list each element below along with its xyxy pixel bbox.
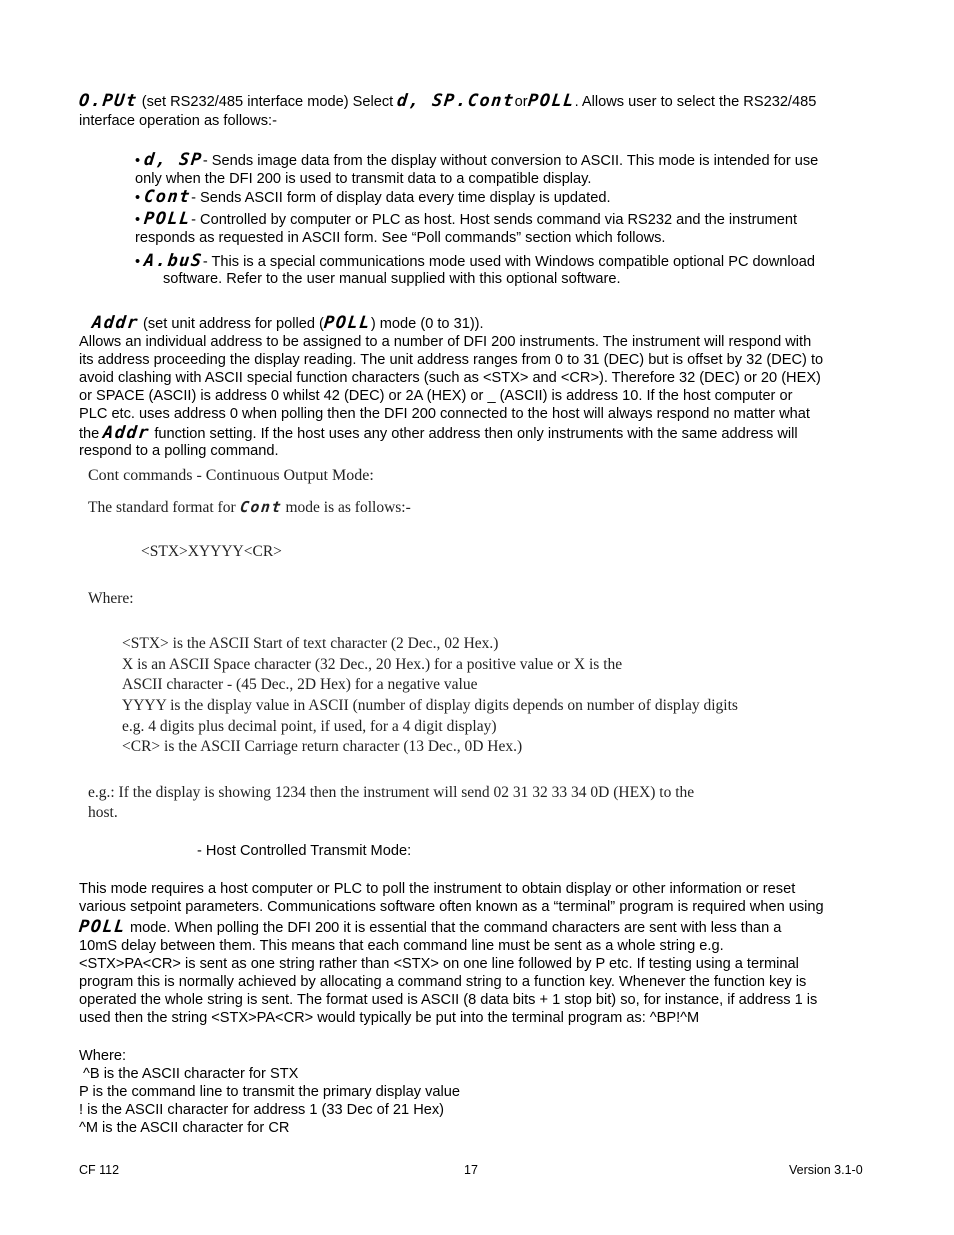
- footer-doc-id: CF 112: [79, 1163, 120, 1177]
- cont-def-2: X is an ASCII Space character (32 Dec., 20 Hex.) for a positive value or X is the: [122, 656, 623, 673]
- addr-line-5: PLC etc. uses address 0 when polling then the DFI 200 connected to the host will always respond no matter what: [79, 406, 810, 422]
- host-line-3: POLL mode. When polling the DFI 200 it is essential that the command characters are sent with less than a: [77, 917, 782, 937]
- host-line-2: various setpoint parameters. Communications software often known as a “terminal” program is required when using: [79, 899, 824, 915]
- bullet-cont: • Cont- Sends ASCII form of display data every time display is updated.: [135, 187, 611, 207]
- cont-example-2: host.: [88, 804, 118, 821]
- cont-format: <STX>XYYYY<CR>: [141, 543, 282, 560]
- addr-line-4: or SPACE (ASCII) is address 0 whilst 42 (DEC) or 2A (HEX) or _ (ASCII) is address 10. If the host computer or: [79, 388, 793, 404]
- bullet-disp: • d, SP- Sends image data from the display without conversion to ASCII. This mode is intended for use: [135, 150, 819, 170]
- bullet-disp-cont: only when the DFI 200 is used to transmit data to a compatible display.: [135, 171, 592, 187]
- host-where-1: ^B is the ASCII character for STX: [79, 1066, 299, 1082]
- bullet-poll-cont: responds as requested in ASCII form. See “Poll commands” section which follows.: [135, 230, 666, 246]
- host-line-4: 10mS delay between them. This means that each command line must be sent as a whole string e.g.: [79, 938, 724, 954]
- addr-line-6: the Addr function setting. If the host uses any other address then only instruments with the same address will: [79, 423, 798, 443]
- cont-def-4: YYYY is the display value in ASCII (number of display digits depends on number of display digits: [122, 697, 738, 714]
- cont-def-1: <STX> is the ASCII Start of text character (2 Dec., 02 Hex.): [122, 635, 499, 652]
- addr-heading: Addr (set unit address for polled (POLL) mode (0 to 31)).: [90, 313, 484, 333]
- bullet-abus-cont: software. Refer to the user manual supplied with this optional software.: [163, 271, 621, 287]
- bullet-poll: • POLL- Controlled by computer or PLC as host. Host sends command via RS232 and the instrument: [135, 209, 798, 229]
- cont-def-6: <CR> is the ASCII Carriage return character (13 Dec., 0D Hex.): [122, 738, 523, 755]
- host-where: Where:: [79, 1048, 127, 1064]
- footer-page-number: 17: [464, 1163, 478, 1177]
- opt-line-2: interface operation as follows:-: [79, 113, 277, 129]
- addr-line-3: avoid clashing with ASCII special function characters (such as <STX> and <CR>). Therefore 32 (DEC) or 20 (HEX): [79, 370, 821, 386]
- cont-where: Where:: [88, 590, 134, 607]
- addr-line-2: its address proceeding the display reading. The unit address ranges from 0 to 31 (DEC) but is offset by 32 (DEC) to: [79, 352, 824, 368]
- cont-format-intro: The standard format for Cont mode is as follows:-: [88, 498, 411, 516]
- opt-code: O.PUt: [77, 91, 139, 111]
- host-where-4: ^M is the ASCII character for CR: [79, 1120, 290, 1136]
- opt-line-1: O.PUt (set RS232/485 interface mode) Select d, SP.ContorPOLL. Allows user to select the RS232/485: [77, 91, 817, 111]
- host-line-8: used then the string <STX>PA<CR> would typically be put into the terminal program as: ^BP!^M: [79, 1010, 700, 1026]
- host-heading: - Host Controlled Transmit Mode:: [197, 843, 412, 859]
- host-line-1: This mode requires a host computer or PLC to poll the instrument to obtain display or other information or reset: [79, 881, 796, 897]
- host-where-3: ! is the ASCII character for address 1 (33 Dec of 21 Hex): [79, 1102, 445, 1118]
- addr-line-7: respond to a polling command.: [79, 443, 279, 459]
- addr-line-1: Allows an individual address to be assigned to a number of DFI 200 instruments. The instrument will respond with: [79, 334, 812, 350]
- host-line-6: program this is normally achieved by allocating a command string to a function key. Whenever the function key is: [79, 974, 807, 990]
- cont-title: Cont commands - Continuous Output Mode:: [88, 467, 374, 484]
- footer-version: Version 3.1-0: [789, 1163, 863, 1177]
- bullet-abus: • A.buS- This is a special communications mode used with Windows compatible optional PC download: [135, 251, 816, 271]
- host-line-7: operated the whole string is sent. The format used is ASCII (8 data bits + 1 stop bit) so, for instance, if address 1 is: [79, 992, 818, 1008]
- cont-def-3: ASCII character - (45 Dec., 2D Hex) for a negative value: [122, 676, 478, 693]
- cont-example-1: e.g.: If the display is showing 1234 then the instrument will send 02 31 32 33 34 0D (HEX) to the: [88, 784, 695, 801]
- host-where-2: P is the command line to transmit the primary display value: [79, 1084, 460, 1100]
- host-line-5: <STX>PA<CR> is sent as one string rather than <STX> on one line followed by P etc. If testing using a terminal: [79, 956, 799, 972]
- cont-def-5: e.g. 4 digits plus decimal point, if used, for a 4 digit display): [122, 718, 497, 735]
